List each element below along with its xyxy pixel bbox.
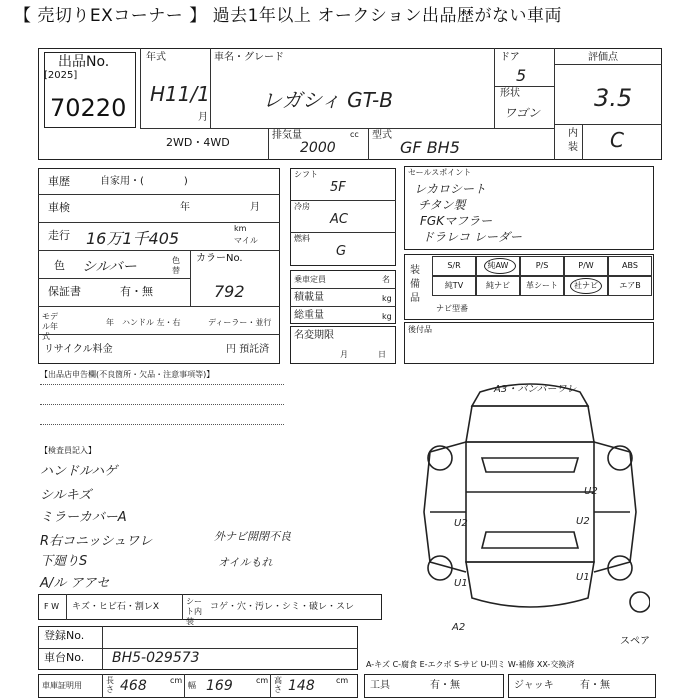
model-row-dealer: ディーラー・並行 bbox=[208, 318, 272, 327]
equip-airbag: エアB bbox=[608, 276, 652, 296]
cabin-shape bbox=[466, 442, 594, 562]
inspector-line-1: ハンドルハゲ bbox=[40, 464, 118, 479]
capacity-label: 乗車定員 bbox=[294, 275, 326, 284]
equip-aw: 純AW bbox=[476, 256, 520, 276]
model-row-label: モデル年式 bbox=[42, 312, 58, 341]
diagram-mark-5: U1 bbox=[454, 578, 468, 589]
dims-length-label: 長さ bbox=[106, 676, 114, 694]
fw-text: キズ・ヒビ石・割レX bbox=[72, 602, 159, 612]
diagram-mark-3: U2 bbox=[454, 518, 468, 529]
mileage-value: 16万1千405 bbox=[86, 229, 180, 248]
color-no-value: 792 bbox=[214, 282, 245, 301]
aircon-value: AC bbox=[330, 212, 348, 227]
damage-legend: A-キズ C-腐食 E-エクボ S-サビ U-凹ミ W-補修 XX-交換済 bbox=[366, 660, 575, 669]
inspection-month: 月 bbox=[250, 202, 260, 213]
equip-ps: P/S bbox=[520, 256, 564, 276]
interior-label-1: 内 bbox=[568, 128, 578, 139]
history-text: 自家用・( ) bbox=[100, 176, 188, 187]
equip-pw: P/W bbox=[564, 256, 608, 276]
model-row-year: 年 bbox=[106, 318, 114, 327]
diagram-mark-6: U1 bbox=[576, 572, 590, 583]
inspector-line-3: ミラーカバーA bbox=[40, 510, 127, 525]
jack-label: ジャッキ bbox=[514, 680, 554, 691]
capacity-unit: 名 bbox=[382, 275, 390, 284]
inspection-year: 年 bbox=[180, 202, 190, 213]
dims-width-label: 幅 bbox=[188, 681, 196, 690]
inspector-line-2: シルキズ bbox=[40, 488, 92, 503]
tools-label: 工具 bbox=[370, 680, 390, 691]
equip-sr: S/R bbox=[432, 256, 476, 276]
recycle-label: リサイクル料金 bbox=[44, 344, 113, 355]
color-change: 色替 bbox=[172, 256, 180, 275]
total-weight-unit: kg bbox=[382, 312, 392, 321]
model-code-value: GF BH5 bbox=[400, 138, 460, 157]
hood-shape bbox=[466, 406, 594, 442]
dims-height-unit: cm bbox=[336, 676, 349, 685]
model-code-label: 型式 bbox=[372, 130, 392, 141]
warranty-value: 有・無 bbox=[120, 285, 153, 298]
dims-length-unit: cm bbox=[170, 676, 183, 685]
interior-value: C bbox=[610, 128, 624, 152]
aircon-label: 冷房 bbox=[294, 202, 310, 211]
navi-circle bbox=[570, 278, 602, 294]
equip-abs: ABS bbox=[608, 256, 652, 276]
rear-right-wheel bbox=[608, 556, 632, 580]
color-no-label: カラーNo. bbox=[196, 253, 243, 264]
diagram-mark-7: A2 bbox=[452, 622, 466, 633]
dims-width: 169 bbox=[206, 678, 233, 694]
displacement-value: 2000 bbox=[300, 140, 336, 156]
dims-width-unit: cm bbox=[256, 676, 269, 685]
seat-label: シート内装 bbox=[186, 597, 202, 626]
interior-label-2: 装 bbox=[568, 142, 578, 153]
model-row-handle: ハンドル 左・右 bbox=[122, 318, 181, 327]
model-year-value: H11/1 bbox=[150, 82, 210, 106]
mileage-unit-mile: マイル bbox=[234, 236, 258, 245]
diagram-mark-2: U2 bbox=[584, 486, 598, 497]
body-shape-value: ワゴン bbox=[504, 106, 541, 120]
shift-label: シフト bbox=[294, 170, 318, 179]
aftermarket-block bbox=[404, 322, 654, 364]
inspector-line-7: 外ナビ開閉不良 bbox=[214, 530, 291, 543]
windshield-shape bbox=[482, 458, 578, 472]
equip-leather: 革シート bbox=[520, 276, 564, 296]
color-label: 色 bbox=[54, 259, 65, 272]
right-side-shape bbox=[594, 442, 636, 572]
inspector-label: 【検査員記入】 bbox=[40, 446, 96, 455]
spare-tire bbox=[630, 592, 650, 612]
score-value: 3.5 bbox=[594, 84, 633, 112]
doors-label: ドア bbox=[500, 52, 520, 63]
shift-value: 5F bbox=[330, 180, 346, 195]
sales-point-1: レカロシート bbox=[414, 182, 487, 196]
seller-notes-label: 【出品店申告欄(不良箇所・欠品・注意事項等)】 bbox=[40, 370, 215, 379]
jack-value: 有・無 bbox=[580, 680, 610, 691]
chassis-label: 車台No. bbox=[44, 651, 85, 664]
inspector-line-8: オイルもれ bbox=[218, 556, 273, 569]
equip-tv: 純TV bbox=[432, 276, 476, 296]
model-year-month-unit: 月 bbox=[198, 112, 208, 123]
diagram-mark-1: A3・バンパーワレ bbox=[494, 384, 577, 395]
color-value: シルバー bbox=[82, 259, 137, 275]
equip-navi: 純ナビ bbox=[476, 276, 520, 296]
sales-point-2: チタン製 bbox=[418, 198, 466, 212]
inspector-line-4: R右コニッシュワレ bbox=[40, 534, 153, 549]
inspector-line-5: 下廻りS bbox=[40, 554, 88, 569]
load-unit: kg bbox=[382, 294, 392, 303]
dims-length: 468 bbox=[120, 678, 147, 694]
aw-circle bbox=[484, 258, 516, 274]
sales-points-label: セールスポイント bbox=[408, 168, 472, 177]
name-change-label: 名変期限 bbox=[294, 330, 334, 341]
registration-label: 登録No. bbox=[44, 629, 85, 642]
warranty-label: 保証書 bbox=[48, 285, 81, 298]
sales-point-4: ドラレコ レーダー bbox=[422, 230, 522, 244]
navi-model-label: ナビ型番 bbox=[436, 304, 468, 313]
history-label: 車歴 bbox=[48, 175, 70, 188]
lot-year-stamp: [2025] bbox=[44, 70, 78, 81]
page-banner: 【 売切りEXコーナー 】 過去1年以上 オークション出品歴がない車両 bbox=[14, 6, 562, 26]
rear-left-wheel bbox=[428, 556, 452, 580]
score-label: 評価点 bbox=[588, 52, 618, 63]
aftermarket-label: 後付品 bbox=[408, 325, 432, 334]
car-name-value: レガシィ GT-B bbox=[262, 88, 393, 112]
lot-label: 出品No. bbox=[58, 54, 110, 70]
equipment-label: 装備品 bbox=[410, 265, 420, 304]
car-name-label: 車名・グレード bbox=[214, 52, 284, 63]
name-change-month: 月 bbox=[340, 350, 348, 359]
seat-text: コゲ・穴・汚レ・シミ・破レ・スレ bbox=[210, 602, 355, 612]
left-side-shape bbox=[424, 442, 466, 572]
name-change-day: 日 bbox=[378, 350, 386, 359]
mileage-label: 走行 bbox=[48, 229, 70, 242]
fuel-value: G bbox=[336, 244, 347, 259]
total-weight-label: 総重量 bbox=[294, 310, 324, 321]
load-label: 積載量 bbox=[294, 292, 324, 303]
body-shape-label: 形状 bbox=[500, 88, 520, 99]
dims-height: 148 bbox=[288, 678, 315, 694]
spare-label: スペア bbox=[620, 636, 650, 647]
tools-value: 有・無 bbox=[430, 680, 460, 691]
inspection-label: 車検 bbox=[48, 201, 70, 214]
dims-height-label: 高さ bbox=[274, 676, 282, 694]
equip-other-navi: 社ナビ bbox=[564, 276, 608, 296]
fuel-label: 燃料 bbox=[294, 234, 310, 243]
rear-window-shape bbox=[482, 532, 578, 548]
mileage-unit-km: km bbox=[234, 224, 247, 233]
doors-value: 5 bbox=[516, 66, 527, 85]
displacement-unit: cc bbox=[350, 130, 359, 139]
fw-label: F W bbox=[44, 602, 60, 611]
rear-shape bbox=[466, 562, 594, 607]
displacement-label: 排気量 bbox=[272, 130, 302, 141]
drive-type: 2WD・4WD bbox=[166, 136, 230, 149]
diagram-mark-4: U2 bbox=[576, 516, 590, 527]
recycle-unit: 円 預託済 bbox=[226, 344, 270, 355]
lot-number: 70220 bbox=[50, 94, 127, 122]
model-year-label: 年式 bbox=[146, 52, 166, 63]
car-damage-diagram bbox=[410, 372, 650, 622]
dims-label: 車庫証明用 bbox=[42, 681, 82, 690]
sales-point-3: FGKマフラー bbox=[420, 214, 493, 228]
inspector-line-6: A/ル アアセ bbox=[40, 576, 110, 591]
chassis-value: BH5-029573 bbox=[112, 650, 200, 666]
